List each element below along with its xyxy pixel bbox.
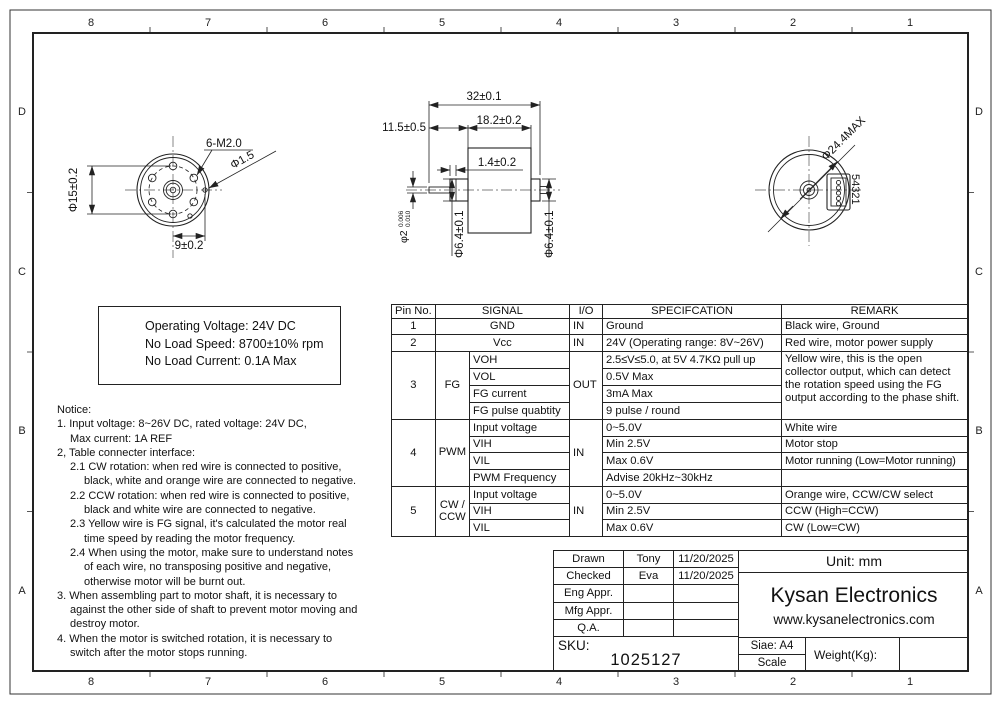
approval-table <box>554 551 739 637</box>
remark-cell: White wire <box>782 420 968 437</box>
pin-cell: 3 <box>392 352 436 420</box>
approval-role: Eng Appr. <box>554 585 624 602</box>
weight-cell: Weight(Kg): <box>806 638 900 672</box>
title-block <box>553 550 968 671</box>
side-view <box>382 91 560 258</box>
notice-line: Notice: <box>57 404 92 416</box>
spec-cell: Max 0.6V <box>603 520 782 537</box>
pin-cell: 2 <box>392 335 436 352</box>
notice-line: switch after the motor stops running. <box>70 647 248 660</box>
zone-row-d: D <box>18 106 26 118</box>
pin-cell: 4 <box>392 420 436 487</box>
zone-col-2: 2 <box>789 17 797 29</box>
io-cell: IN <box>570 420 603 487</box>
empty-cell <box>900 638 969 672</box>
zone-col-3b: 3 <box>672 676 680 688</box>
company-cell <box>739 573 969 638</box>
sku-cell <box>554 637 739 672</box>
signal-sub-cell: VIL <box>470 453 570 470</box>
signal-group-cell: PWM <box>435 420 469 487</box>
notice-line: 2.3 Yellow wire is FG signal, it's calculated the motor real <box>70 518 347 531</box>
remark-cell <box>782 470 968 487</box>
spec-cell: 0.5V Max <box>603 369 782 386</box>
notice-block <box>57 403 391 660</box>
company-name: Kysan Electronics <box>770 583 938 607</box>
spec-cell: 0~5.0V <box>603 420 782 437</box>
zone-col-6b: 6 <box>321 676 329 688</box>
approval-date <box>674 620 739 637</box>
remark-cell: CW (Low=CW) <box>782 520 968 537</box>
approval-name: Eva <box>624 568 674 585</box>
dim-shaft-length: 11.5±0.5 <box>382 122 426 134</box>
remark-cell: CCW (High=CCW) <box>782 504 968 520</box>
zone-col-4: 4 <box>555 17 563 29</box>
connector-pin-numbers: 54321 <box>849 174 861 205</box>
zone-col-7: 7 <box>204 17 212 29</box>
zone-row-cb: C <box>975 266 983 278</box>
remark-cell: Red wire, motor power supply <box>782 335 968 352</box>
header-pin: Pin No. <box>392 305 436 319</box>
notice-line: time speed by reading the motor frequency. <box>84 532 296 545</box>
zone-col-5: 5 <box>438 17 446 29</box>
zone-col-5b: 5 <box>438 676 446 688</box>
sku-label: SKU: <box>558 638 590 653</box>
spec-cell: 24V (Operating range: 8V~26V) <box>603 335 782 352</box>
spec-cell: Min 2.5V <box>603 437 782 453</box>
dim-overall-length: 32±0.1 <box>466 91 502 103</box>
zone-col-3: 3 <box>672 17 680 29</box>
approval-role: Mfg Appr. <box>554 603 624 620</box>
signal-sub-cell: VIL <box>470 520 570 537</box>
signal-cell: GND <box>435 319 569 335</box>
signal-sub-cell: Input voltage <box>470 420 570 437</box>
dim-bolt-circle: Φ15±0.2 <box>68 167 80 213</box>
zone-col-4b: 4 <box>555 676 563 688</box>
zone-col-2b: 2 <box>789 676 797 688</box>
dim-thread-callout: 6-M2.0 <box>206 138 242 150</box>
notice-line: 3. When assembling part to motor shaft, it is necessary to <box>57 589 338 602</box>
signal-sub-cell: FG current <box>470 386 570 403</box>
scale-cell: Scale <box>739 655 806 672</box>
notice-line: destroy motor. <box>70 618 140 631</box>
dim-shaft-tol-upper: 0.006 <box>398 210 405 227</box>
remark-cell: Yellow wire, this is the open collector output, which can detect the rotation speed using the FG output according to the phase shift. <box>782 352 968 420</box>
remark-cell: Motor stop <box>782 437 968 453</box>
zone-row-db: D <box>975 106 983 118</box>
dim-hole-dia: Φ1.5 <box>228 149 257 172</box>
signal-cell: Vcc <box>435 335 569 352</box>
approval-name: Tony <box>624 551 674 568</box>
io-cell: OUT <box>570 352 603 420</box>
header-remark: REMARK <box>782 305 968 319</box>
spec-cell: 0~5.0V <box>603 487 782 504</box>
notice-line: Max current: 1A REF <box>70 432 173 445</box>
notice-line: 1. Input voltage: 8~26V DC, rated voltage: 24V DC, <box>57 418 307 431</box>
approval-role: Q.A. <box>554 620 624 637</box>
dim-flange-thickness: 1.4±0.2 <box>477 157 517 169</box>
front-view <box>68 136 276 258</box>
spec-cell: Advise 20kHz~30kHz <box>603 470 782 487</box>
rating-voltage: Operating Voltage: 24V DC <box>145 319 296 333</box>
io-cell: IN <box>570 319 603 335</box>
signal-sub-cell: VIH <box>470 437 570 453</box>
notice-line: 2.2 CCW rotation: when red wire is connected to positive, <box>70 489 350 502</box>
remark-cell: Orange wire, CCW/CW select <box>782 487 968 504</box>
notice-line: 2, Table connecter interface: <box>57 446 195 459</box>
signal-sub-cell: PWM Frequency <box>470 470 570 487</box>
zone-row-a: A <box>18 585 26 597</box>
zone-row-ab: A <box>975 585 983 597</box>
spec-cell: 9 pulse / round <box>603 403 782 420</box>
rear-view <box>755 114 868 246</box>
io-cell: IN <box>570 487 603 537</box>
approval-date: 11/20/2025 <box>674 568 739 585</box>
approval-name <box>624 603 674 620</box>
approval-date <box>674 585 739 602</box>
header-io: I/O <box>570 305 603 319</box>
notice-line: black and white wire are connected to negative. <box>84 504 316 517</box>
header-spec: SPECIFCATION <box>603 305 782 319</box>
spec-cell: 3mA Max <box>603 386 782 403</box>
header-signal: SIGNAL <box>435 305 569 319</box>
signal-sub-cell: VOH <box>470 352 570 369</box>
unit-cell: Unit: mm <box>739 551 969 573</box>
pin-cell: 5 <box>392 487 436 537</box>
approval-date: 11/20/2025 <box>674 551 739 568</box>
signal-sub-cell: FG pulse quabtity <box>470 403 570 420</box>
sheet-size-cell: Siae: A4 <box>739 638 806 655</box>
remark-cell: Black wire, Ground <box>782 319 968 335</box>
zone-col-8: 8 <box>87 17 95 29</box>
zone-col-7b: 7 <box>204 676 212 688</box>
dim-front-boss: Φ6.4±0.1 <box>454 210 466 258</box>
pin-cell: 1 <box>392 319 436 335</box>
notice-line: 2.4 When using the motor, make sure to understand notes <box>70 546 354 559</box>
zone-col-1: 1 <box>906 17 914 29</box>
pin-table <box>391 304 968 537</box>
notice-line: black, white and orange wire are connected to negative. <box>84 475 357 488</box>
zone-row-bb: B <box>975 425 983 437</box>
ratings-box <box>98 306 341 385</box>
dim-shaft-dia: φ2 <box>398 230 410 243</box>
notice-line: otherwise motor will be burnt out. <box>84 575 246 588</box>
zone-col-8b: 8 <box>87 676 95 688</box>
approval-role: Checked <box>554 568 624 585</box>
approval-name <box>624 585 674 602</box>
zone-row-b: B <box>18 425 26 437</box>
signal-sub-cell: Input voltage <box>470 487 570 504</box>
signal-sub-cell: VOL <box>470 369 570 386</box>
approval-date <box>674 603 739 620</box>
spec-cell: Min 2.5V <box>603 504 782 520</box>
notice-line: 4. When the motor is switched rotation, it is necessary to <box>57 632 333 645</box>
spec-cell: Ground <box>603 319 782 335</box>
company-website: www.kysanelectronics.com <box>773 611 935 627</box>
zone-col-1b: 1 <box>906 676 914 688</box>
dim-rear-boss: Φ6.4±0.1 <box>544 210 556 258</box>
signal-group-cell: CW / CCW <box>435 487 469 537</box>
dim-outer-dia: Φ24.4MAX <box>819 114 869 164</box>
spec-cell: Max 0.6V <box>603 453 782 470</box>
approval-role: Drawn <box>554 551 624 568</box>
rating-speed: No Load Speed: 8700±10% rpm <box>145 336 324 351</box>
signal-group-cell: FG <box>435 352 469 420</box>
notice-line: of each wire, no transposing positive and negative, <box>84 561 332 574</box>
dim-body-length: 18.2±0.2 <box>476 115 522 127</box>
zone-row-c: C <box>18 266 26 278</box>
dim-hole-offset: 9±0.2 <box>174 240 204 252</box>
spec-cell: 2.5≤V≤5.0, at 5V 4.7KΩ pull up <box>603 352 782 369</box>
sku-value: 1025127 <box>610 651 682 669</box>
io-cell: IN <box>570 335 603 352</box>
remark-cell: Motor running (Low=Motor running) <box>782 453 968 470</box>
notice-line: against the other side of shaft to prevent motor moving and <box>70 604 358 617</box>
dim-shaft-tol-lower: 0.010 <box>405 210 412 227</box>
rating-current: No Load Current: 0.1A Max <box>145 354 297 368</box>
zone-col-6: 6 <box>321 17 329 29</box>
signal-sub-cell: VIH <box>470 504 570 520</box>
approval-name <box>624 620 674 637</box>
notice-line: 2.1 CW rotation: when red wire is connected to positive, <box>70 461 342 474</box>
